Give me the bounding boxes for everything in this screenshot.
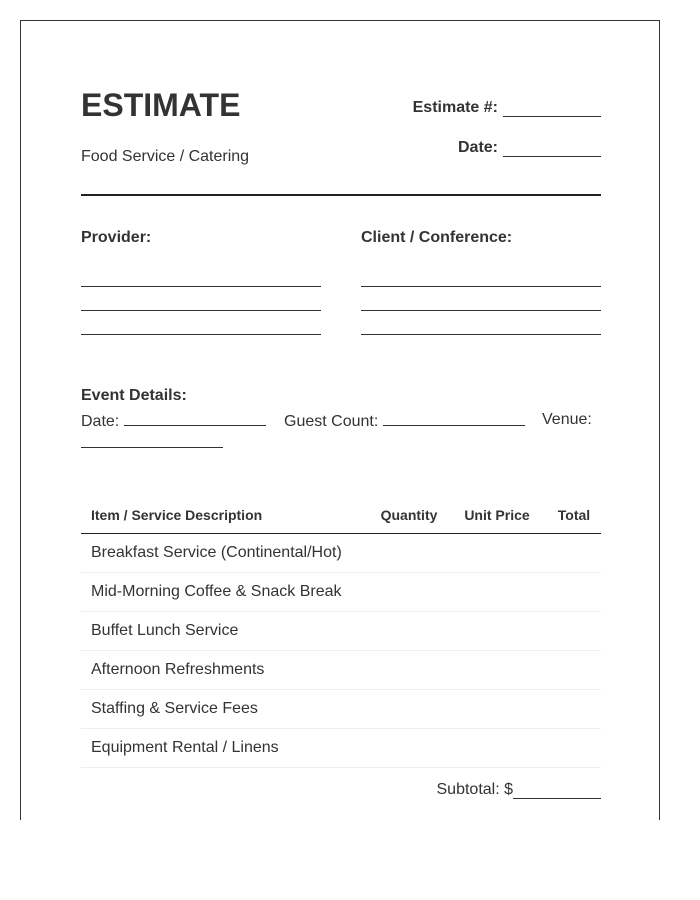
client-line-1[interactable] bbox=[361, 286, 601, 287]
estimate-number-blank[interactable] bbox=[503, 102, 601, 117]
client-label: Client / Conference: bbox=[361, 229, 513, 246]
venue-label: Venue: bbox=[542, 411, 592, 428]
client-line-2[interactable] bbox=[361, 310, 601, 311]
guest-count-field[interactable] bbox=[284, 411, 525, 431]
items-table-header bbox=[81, 499, 601, 534]
venue-field[interactable] bbox=[81, 433, 223, 453]
provider-line-3[interactable] bbox=[81, 334, 321, 335]
event-details-label: Event Details: bbox=[81, 387, 187, 404]
table-row bbox=[81, 729, 601, 768]
guest-count-label: Guest Count: bbox=[284, 413, 379, 430]
item-description: Afternoon Refreshments bbox=[81, 651, 371, 690]
item-description: Buffet Lunch Service bbox=[81, 612, 371, 651]
document-title: ESTIMATE bbox=[81, 87, 241, 123]
item-total-cell[interactable] bbox=[547, 729, 601, 768]
item-unit-price-cell[interactable] bbox=[447, 573, 547, 612]
item-unit-price-cell[interactable] bbox=[447, 651, 547, 690]
item-description: Mid-Morning Coffee & Snack Break bbox=[81, 573, 371, 612]
item-total-cell[interactable] bbox=[547, 651, 601, 690]
provider-section bbox=[81, 229, 321, 247]
venue-blank[interactable] bbox=[81, 433, 223, 448]
event-date-blank[interactable] bbox=[124, 411, 266, 426]
item-description: Breakfast Service (Continental/Hot) bbox=[81, 534, 371, 573]
column-header-total: Total bbox=[547, 499, 601, 534]
guest-count-blank[interactable] bbox=[383, 411, 525, 426]
event-date-label: Date: bbox=[81, 413, 120, 430]
table-row bbox=[81, 534, 601, 573]
client-section bbox=[361, 229, 601, 247]
item-unit-price-cell[interactable] bbox=[447, 729, 547, 768]
subtotal-blank[interactable] bbox=[513, 784, 601, 799]
estimate-number-label: Estimate #: bbox=[412, 99, 498, 116]
estimate-date-field[interactable] bbox=[458, 139, 601, 157]
estimate-sheet bbox=[20, 20, 660, 820]
item-quantity-cell[interactable] bbox=[371, 534, 447, 573]
provider-label: Provider: bbox=[81, 229, 152, 246]
table-row bbox=[81, 612, 601, 651]
item-quantity-cell[interactable] bbox=[371, 729, 447, 768]
column-header-description: Item / Service Description bbox=[81, 499, 371, 534]
column-header-unit-price: Unit Price bbox=[447, 499, 547, 534]
table-row bbox=[81, 690, 601, 729]
items-table bbox=[81, 499, 601, 768]
header-divider bbox=[81, 194, 601, 196]
item-unit-price-cell[interactable] bbox=[447, 690, 547, 729]
item-total-cell[interactable] bbox=[547, 612, 601, 651]
item-quantity-cell[interactable] bbox=[371, 690, 447, 729]
estimate-date-blank[interactable] bbox=[503, 142, 601, 157]
item-unit-price-cell[interactable] bbox=[447, 534, 547, 573]
item-unit-price-cell[interactable] bbox=[447, 612, 547, 651]
item-total-cell[interactable] bbox=[547, 690, 601, 729]
item-description: Staffing & Service Fees bbox=[81, 690, 371, 729]
item-description: Equipment Rental / Linens bbox=[81, 729, 371, 768]
table-row bbox=[81, 573, 601, 612]
item-quantity-cell[interactable] bbox=[371, 651, 447, 690]
item-quantity-cell[interactable] bbox=[371, 573, 447, 612]
estimate-number-field[interactable] bbox=[413, 99, 601, 117]
item-total-cell[interactable] bbox=[547, 573, 601, 612]
item-total-cell[interactable] bbox=[547, 534, 601, 573]
item-quantity-cell[interactable] bbox=[371, 612, 447, 651]
provider-line-2[interactable] bbox=[81, 310, 321, 311]
event-date-field[interactable] bbox=[81, 411, 266, 431]
table-row bbox=[81, 651, 601, 690]
column-header-quantity: Quantity bbox=[371, 499, 447, 534]
subtotal-label: Subtotal: $ bbox=[436, 781, 513, 798]
estimate-date-label: Date: bbox=[457, 139, 498, 156]
client-line-3[interactable] bbox=[361, 334, 601, 335]
provider-line-1[interactable] bbox=[81, 286, 321, 287]
document-subtitle: Food Service / Catering bbox=[81, 148, 250, 165]
subtotal-field[interactable] bbox=[437, 781, 602, 799]
